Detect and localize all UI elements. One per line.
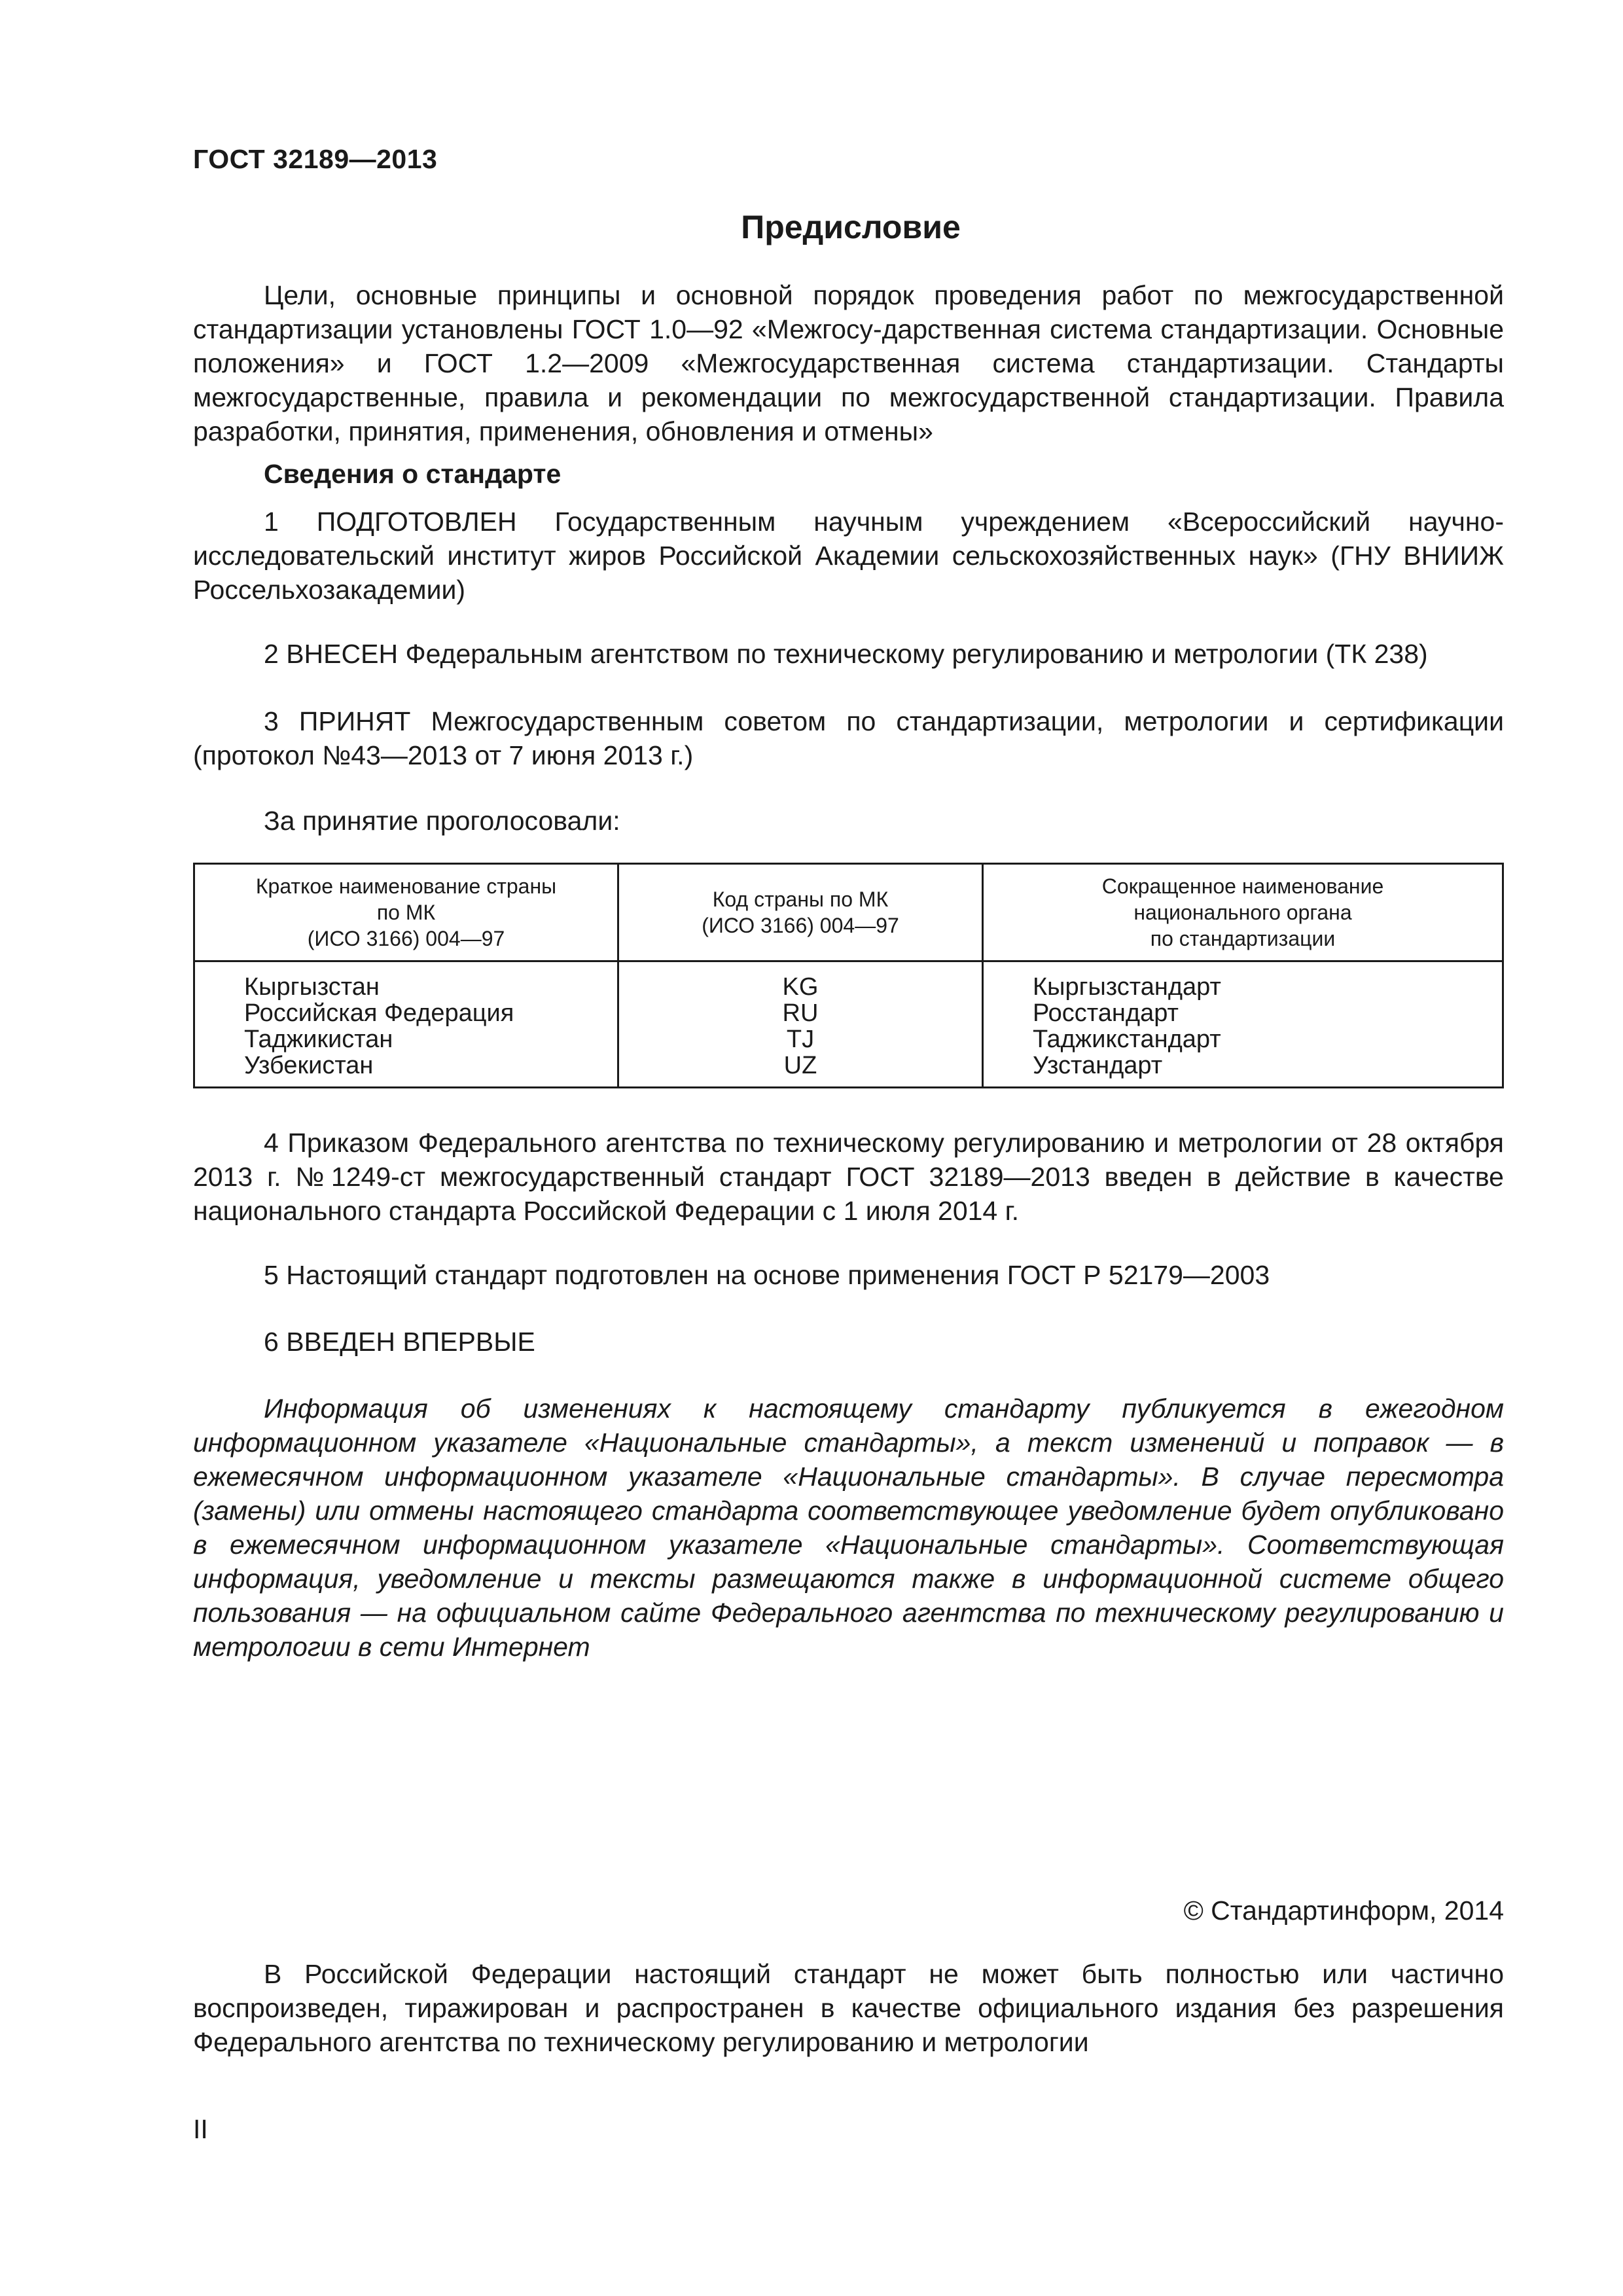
document-code: ГОСТ 32189—2013 [193,144,438,174]
country-name: Узбекистан [244,1052,374,1079]
page-number: II [193,2114,208,2144]
header-standards-body [983,864,1503,961]
header-line: Краткое наименование страны [255,874,557,898]
item-2-paragraph: 2 ВНЕСЕН Федеральным агентством по техническому регулированию и метрологии (ТК 238) [264,639,1428,669]
header-country-code [618,864,983,961]
country-code: UZ [783,1052,817,1079]
standards-body: Узстандарт [1033,1052,1163,1079]
intro-paragraph: Цели, основные принципы и основной порядок проведения работ по межгосударственной стандартизации установлены ГОСТ 1.0—92 «Межгосу-дарственная система стандартизации. Основные положения» и ГОСТ 1.2—2009 «Межгосударственная система стандартизации. Стандарты межгосударственные, правила и рекомендации по межгосударственной стандартизации. Правила разработки, принятия, применения, обновления и отмены» [193,280,1504,446]
item-4-paragraph: 4 Приказом Федерального агентства по техническому регулированию и метрологии от 28 октября 2013 г. №1249-ст межгосударственный стандарт ГОСТ 32189—2013 введен в действие в качестве национального стандарта Российской Федерации с 1 июля 2014 г. [193,1128,1504,1226]
header-line: по МК [376,901,436,924]
item-1-paragraph: 1 ПОДГОТОВЛЕН Государственным научным учреждением «Всероссийский научно-исследовательский институт жиров Российской Академии сельскохозяйственных наук» (ГНУ ВНИИЖ Россельхозакадемии) [193,507,1504,605]
table-header-row [194,864,1503,961]
country-names-cell [194,961,618,1088]
vote-caption: За принятие проголосовали: [264,806,620,836]
header-line: (ИСО 3166) 004—97 [307,927,505,950]
country-code: KG [782,973,819,1001]
header-line: по стандартизации [1150,927,1336,950]
standards-body: Кыргызстандарт [1033,973,1221,1001]
country-codes-cell [618,961,983,1088]
header-country-name [194,864,618,961]
copyright-line: © Стандартинформ, 2014 [1183,1895,1504,1926]
header-line: (ИСО 3166) 004—97 [702,914,899,937]
table-body-row [194,961,1503,1088]
standards-bodies-cell [983,961,1503,1088]
legal-notice-paragraph: В Российской Федерации настоящий стандарт не может быть полностью или частично воспроизведен, тиражирован и распространен в качестве официального издания без разрешения Федерального агентства по техническому регулированию и метрологии [193,1959,1504,2057]
header-line: национального органа [1133,901,1352,924]
page-title: Предисловие [741,209,961,245]
info-note-paragraph: Информация об изменениях к настоящему стандарту публикуется в ежегодном информационном указателе «Национальные стандарты», а текст изменений и поправок — в ежемесячном информационном указателе «Национальные стандарты». В случае пересмотра (замены) или отмены настоящего стандарта соответствующее уведомление будет опубликовано в ежемесячном информационном указателе «Национальные стандарты». Соответствующая информация, уведомление и тексты размещаются также в информационной системе общего пользования — на официальном сайте Федерального агентства по техническому регулированию и метрологии в сети Интернет [193,1393,1504,1662]
country-code: RU [782,999,819,1027]
member-states-table [193,863,1504,1088]
item-6-paragraph: 6 ВВЕДЕН ВПЕРВЫЕ [264,1327,535,1357]
item-3-paragraph: 3 ПРИНЯТ Межгосударственным советом по стандартизации, метрологии и сертификации (протокол №43—2013 от 7 июня 2013 г.) [193,706,1504,770]
header-line: Код страны по МК [712,888,889,911]
section-heading: Сведения о стандарте [264,459,562,489]
standards-body: Росстандарт [1033,999,1179,1027]
item-5-paragraph: 5 Настоящий стандарт подготовлен на основе применения ГОСТ Р 52179—2003 [264,1260,1270,1290]
country-name: Российская Федерация [244,999,514,1027]
standards-body: Таджикстандарт [1033,1026,1221,1053]
header-line: Сокращенное наименование [1101,874,1384,898]
country-code: TJ [786,1026,815,1053]
country-name: Таджикистан [244,1026,393,1053]
country-name: Кыргызстан [244,973,380,1001]
